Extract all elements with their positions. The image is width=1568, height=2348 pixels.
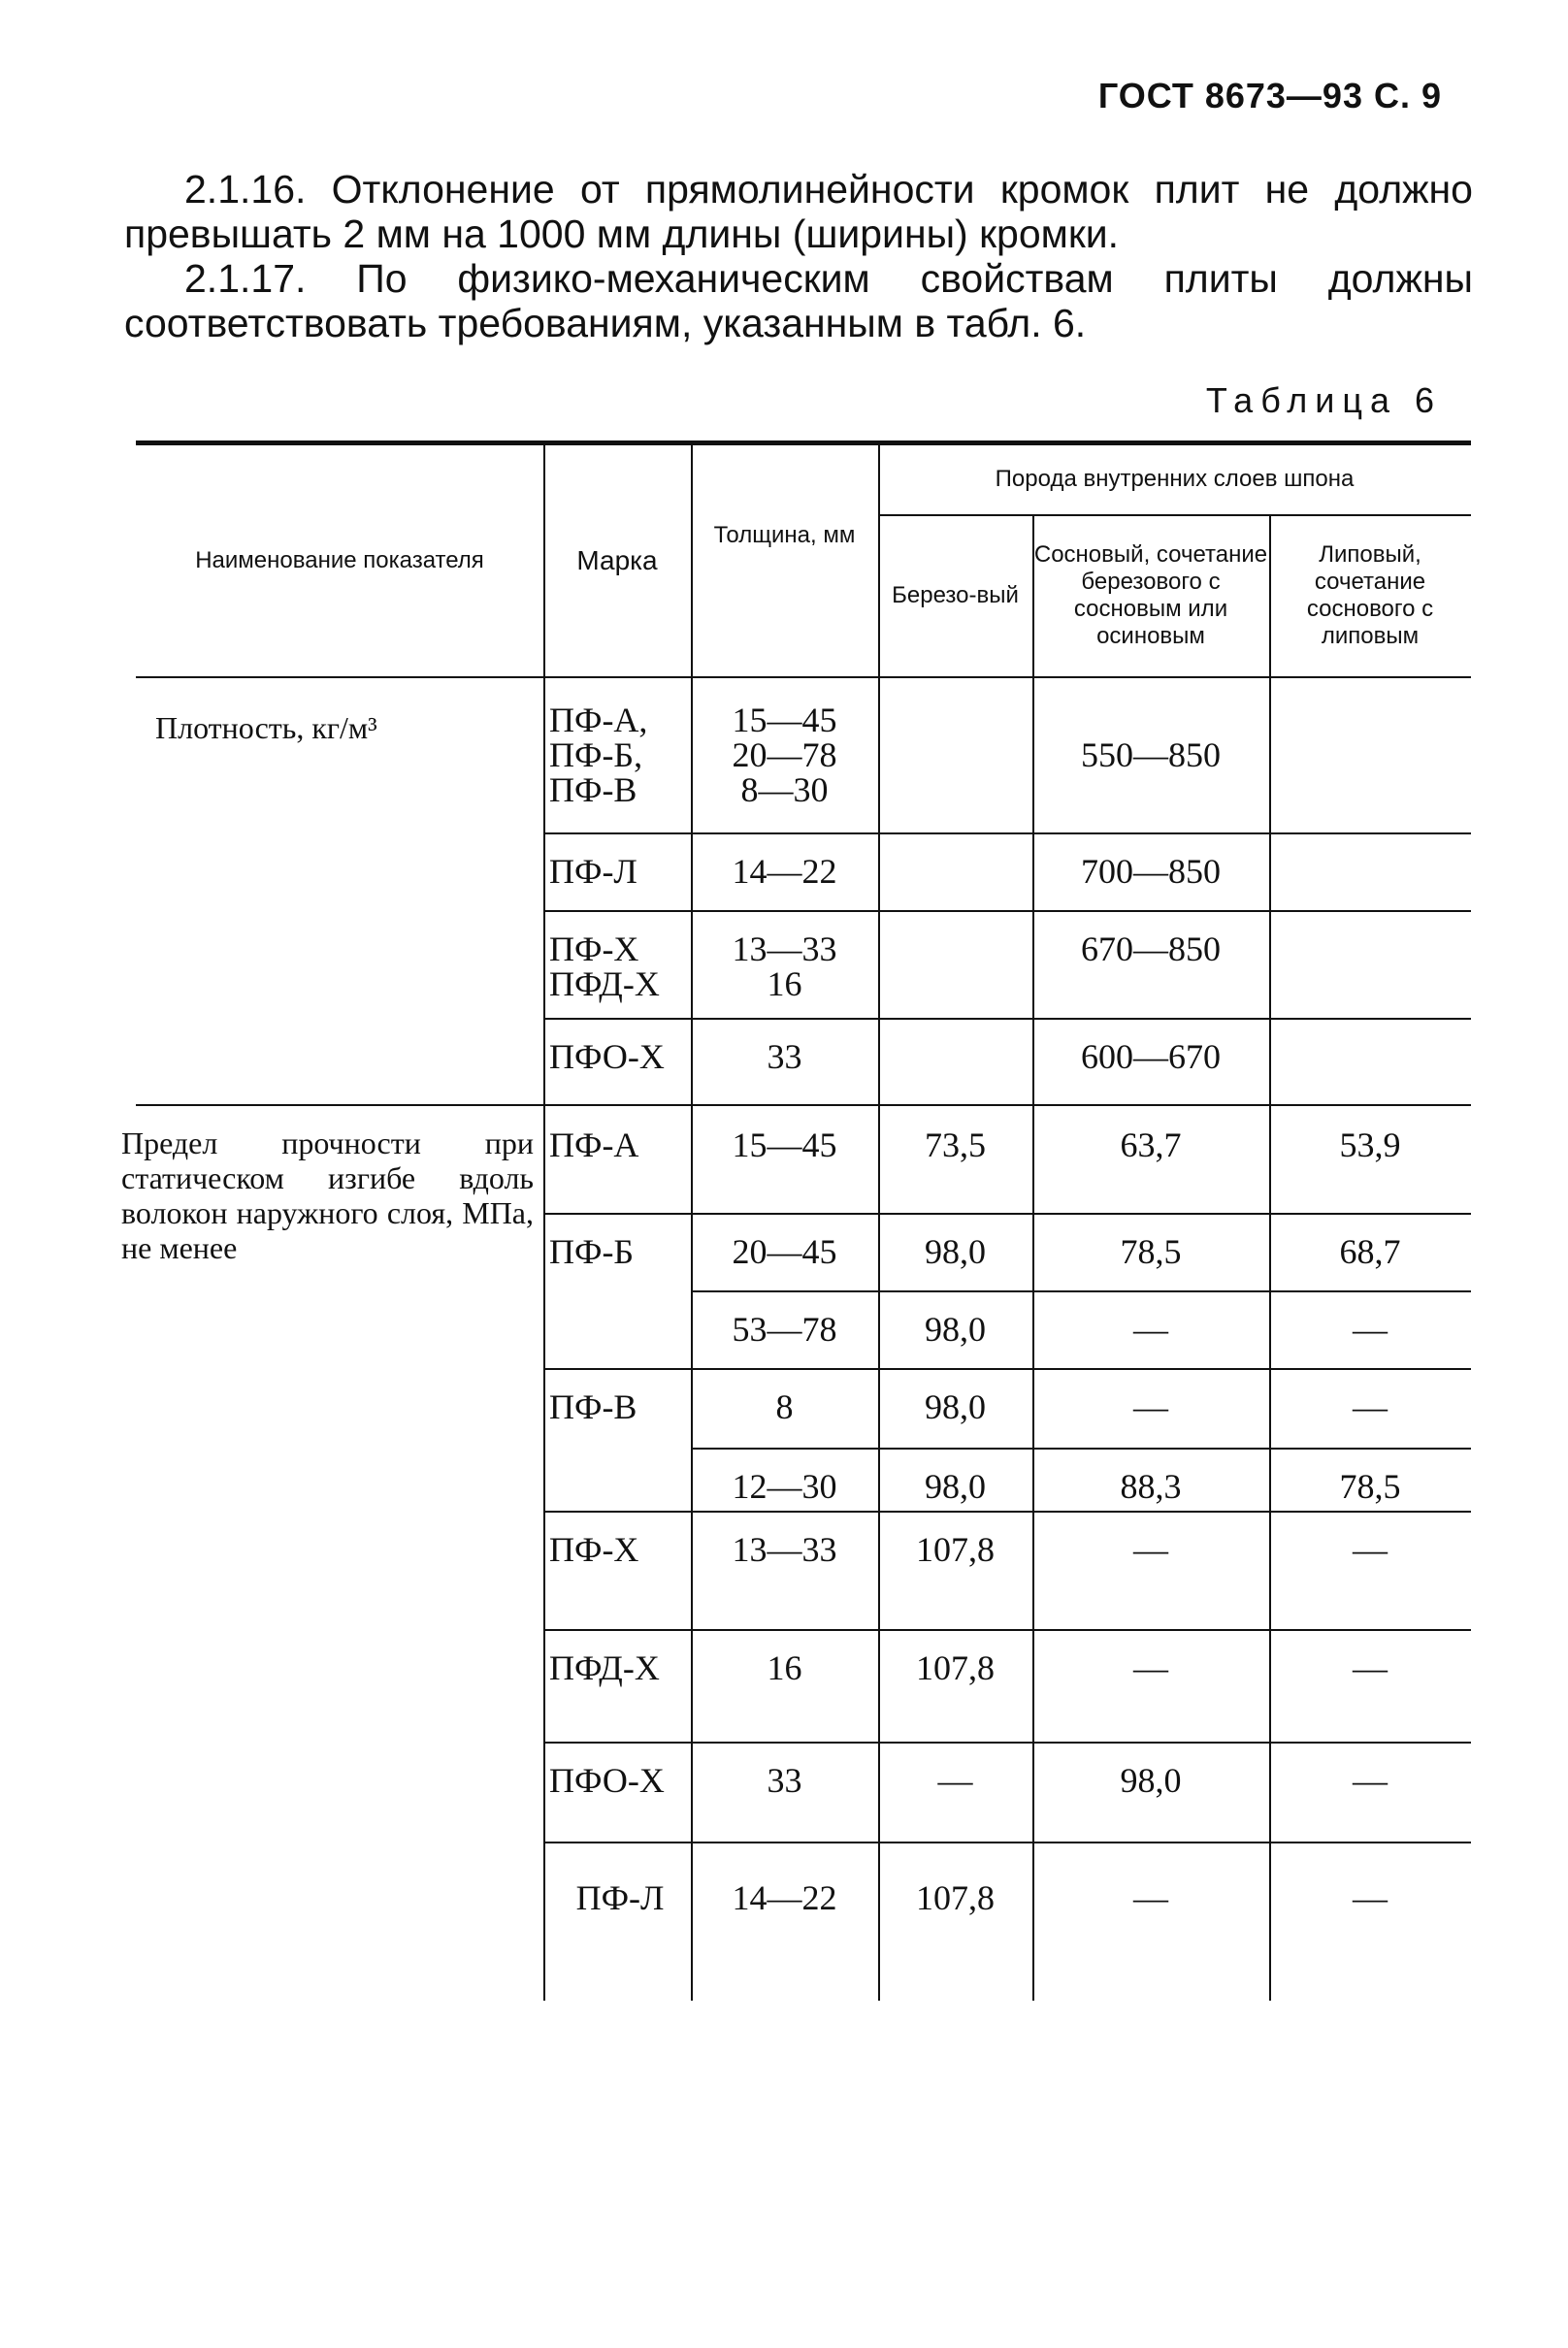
linden-cell-text: — — [1353, 1530, 1388, 1569]
birch-cell-text: 98,0 — [925, 1232, 986, 1271]
linden-cell — [1269, 1018, 1471, 1104]
linden-cell — [1269, 1448, 1471, 1511]
birch-cell — [878, 1511, 1032, 1629]
brand-cell-text: ПФО-Х — [549, 1037, 665, 1076]
header-pine — [1032, 514, 1269, 676]
brand-cell — [549, 1213, 691, 1290]
thickness-cell — [691, 1106, 878, 1213]
header-name-text: Наименование показателя — [195, 546, 484, 573]
brand-cell-text: ПФ-Х — [549, 1530, 639, 1569]
linden-cell-text: 78,5 — [1339, 1467, 1401, 1506]
pine-cell — [1032, 676, 1269, 832]
linden-cell — [1269, 676, 1471, 832]
header-birch-text: Березо-вый — [892, 581, 1019, 608]
birch-cell-text: 107,8 — [916, 1530, 995, 1569]
pine-cell — [1032, 1511, 1269, 1629]
thickness-cell — [691, 1511, 878, 1629]
brand-cell-text: ПФ-А — [549, 1125, 639, 1164]
birch-cell-text: — — [937, 1761, 973, 1800]
birch-cell-text: 73,5 — [925, 1125, 986, 1164]
birch-cell — [878, 910, 1032, 1018]
linden-cell — [1269, 832, 1471, 910]
header-group-text: Порода внутренних слоев шпона — [995, 466, 1355, 492]
thickness-cell-text: 15—45 20—78 8—30 — [732, 700, 837, 809]
brand-cell-text: ПФД-Х — [549, 1648, 660, 1687]
thickness-cell — [691, 1742, 878, 1842]
linden-cell — [1269, 1742, 1471, 1842]
header-birch — [878, 514, 1032, 676]
linden-cell-text: — — [1353, 1310, 1388, 1349]
pine-cell — [1032, 1448, 1269, 1511]
thickness-cell — [691, 1368, 878, 1448]
pine-cell — [1032, 1629, 1269, 1742]
thickness-cell-text: 8 — [775, 1387, 794, 1426]
birch-cell — [878, 1448, 1032, 1511]
birch-cell-text: 98,0 — [925, 1467, 986, 1506]
pine-cell-text: 63,7 — [1120, 1125, 1182, 1164]
pine-cell-text: — — [1133, 1310, 1168, 1349]
birch-cell-text: 107,8 — [916, 1878, 995, 1917]
header-name — [136, 444, 543, 676]
pine-cell-text: — — [1133, 1530, 1168, 1569]
pine-cell-text: 88,3 — [1120, 1467, 1182, 1506]
thickness-cell-text: 13—33 — [732, 1530, 837, 1569]
linden-cell — [1269, 1511, 1471, 1629]
header-brand — [543, 444, 691, 676]
pine-cell — [1032, 1213, 1269, 1290]
thickness-cell-text: 53—78 — [732, 1310, 837, 1349]
thickness-cell — [691, 910, 878, 1018]
pine-cell-text: — — [1133, 1878, 1168, 1917]
header-thickness-text: Толщина, мм — [713, 522, 856, 548]
thickness-cell-text: 33 — [767, 1037, 802, 1076]
group-label-strength — [121, 1125, 534, 1281]
birch-cell-text: 98,0 — [925, 1387, 986, 1426]
brand-cell — [549, 1742, 691, 1842]
thickness-cell-text: 12—30 — [732, 1467, 837, 1506]
birch-cell — [878, 1842, 1032, 2001]
header-linden — [1269, 514, 1471, 676]
thickness-cell-text: 13—33 16 — [732, 929, 837, 1003]
birch-cell — [878, 1106, 1032, 1213]
linden-cell-text: — — [1353, 1387, 1388, 1426]
linden-cell — [1269, 1106, 1471, 1213]
header-brand-text: Марка — [576, 544, 658, 575]
linden-cell — [1269, 1290, 1471, 1368]
birch-cell — [878, 1629, 1032, 1742]
brand-cell-text: ПФ-Л — [549, 852, 637, 891]
brand-cell-text: ПФ-Б — [549, 1232, 635, 1271]
thickness-cell-text: 20—45 — [732, 1232, 837, 1271]
thickness-cell — [691, 1842, 878, 2001]
birch-cell — [878, 1213, 1032, 1290]
paragraph-text: 2.1.16. Отклонение от прямолинейности кромок плит не должно превышать 2 мм на 1000 мм длины (ширины) кромки. — [124, 167, 1473, 256]
thickness-cell-text: 14—22 — [732, 852, 837, 891]
paragraph-2-1-17 — [124, 256, 1473, 345]
brand-cell-text: ПФ-А, ПФ-Б, ПФ-В — [549, 700, 648, 809]
linden-cell-text: — — [1353, 1761, 1388, 1800]
paragraph-text: 2.1.17. По физико-механическим свойствам плиты должны соответствовать требованиям, указанным в табл. 6. — [124, 256, 1473, 345]
birch-cell — [878, 676, 1032, 832]
pine-cell — [1032, 1018, 1269, 1104]
linden-cell — [1269, 1368, 1471, 1448]
linden-cell — [1269, 910, 1471, 1018]
thickness-cell — [691, 1018, 878, 1104]
pine-cell — [1032, 1290, 1269, 1368]
brand-cell — [549, 1842, 691, 2001]
pine-cell-text: 600—670 — [1081, 1037, 1221, 1076]
thickness-cell — [691, 1629, 878, 1742]
linden-cell-text: 53,9 — [1339, 1125, 1401, 1164]
brand-cell-text: ПФО-Х — [549, 1761, 665, 1800]
thickness-cell — [691, 1448, 878, 1511]
pine-cell — [1032, 1368, 1269, 1448]
linden-cell — [1269, 1629, 1471, 1742]
birch-cell — [878, 832, 1032, 910]
header-pine-text: Сосновый, сочетание березового с сосновым или осиновым — [1033, 540, 1268, 649]
group-label-strength-text: Предел прочности при статическом изгибе вдоль волокон наружного слоя, МПа, не менее — [121, 1125, 534, 1265]
brand-cell — [549, 832, 691, 910]
linden-cell-text: — — [1353, 1648, 1388, 1687]
brand-cell-text: ПФ-Л — [575, 1878, 665, 1917]
birch-cell — [878, 1742, 1032, 1842]
thickness-cell-text: 33 — [767, 1761, 802, 1800]
linden-cell — [1269, 1842, 1471, 2001]
linden-cell — [1269, 1213, 1471, 1290]
pine-cell — [1032, 832, 1269, 910]
brand-cell-text: ПФ-В — [549, 1387, 637, 1426]
pine-cell-text: — — [1133, 1387, 1168, 1426]
page-header: ГОСТ 8673—93 С. 9 — [1097, 76, 1442, 115]
thickness-cell — [691, 676, 878, 832]
thickness-cell — [691, 832, 878, 910]
thickness-cell-text: 16 — [767, 1648, 802, 1687]
birch-cell-text: 98,0 — [925, 1310, 986, 1349]
pine-cell-text: — — [1133, 1648, 1168, 1687]
birch-cell — [878, 1290, 1032, 1368]
brand-cell — [549, 1018, 691, 1104]
pine-cell-text: 550—850 — [1081, 734, 1221, 774]
pine-cell — [1032, 1842, 1269, 2001]
brand-cell — [549, 1511, 691, 1629]
pine-cell — [1032, 1106, 1269, 1213]
brand-cell — [549, 1106, 691, 1213]
pine-cell — [1032, 1742, 1269, 1842]
brand-cell-text: ПФ-Х ПФД-Х — [549, 929, 660, 1003]
paragraph-2-1-16 — [124, 167, 1473, 256]
pine-cell-text: 670—850 — [1081, 929, 1221, 968]
group-label-density-text: Плотность, кг/м³ — [155, 710, 377, 745]
birch-cell — [878, 1368, 1032, 1448]
thickness-cell-text: 14—22 — [732, 1878, 837, 1917]
brand-cell — [549, 910, 691, 1018]
brand-cell — [549, 676, 691, 832]
header-linden-text: Липовый, сочетание соснового с липовым — [1306, 540, 1434, 649]
linden-cell-text: — — [1353, 1878, 1388, 1917]
table-column-rule — [543, 444, 545, 2001]
pine-cell-text: 98,0 — [1120, 1761, 1182, 1800]
linden-cell-text: 68,7 — [1339, 1232, 1401, 1271]
table-caption: Таблица 6 — [1205, 380, 1442, 420]
pine-cell-text: 78,5 — [1120, 1232, 1182, 1271]
thickness-cell — [691, 1290, 878, 1368]
header-thickness — [691, 522, 878, 609]
thickness-cell-text: 15—45 — [732, 1125, 837, 1164]
brand-cell — [549, 1629, 691, 1742]
birch-cell — [878, 1018, 1032, 1104]
pine-cell-text: 700—850 — [1081, 852, 1221, 891]
birch-cell-text: 107,8 — [916, 1648, 995, 1687]
header-group — [878, 444, 1471, 514]
thickness-cell — [691, 1213, 878, 1290]
group-label-density — [155, 710, 534, 768]
brand-cell — [549, 1368, 691, 1448]
pine-cell — [1032, 910, 1269, 1018]
